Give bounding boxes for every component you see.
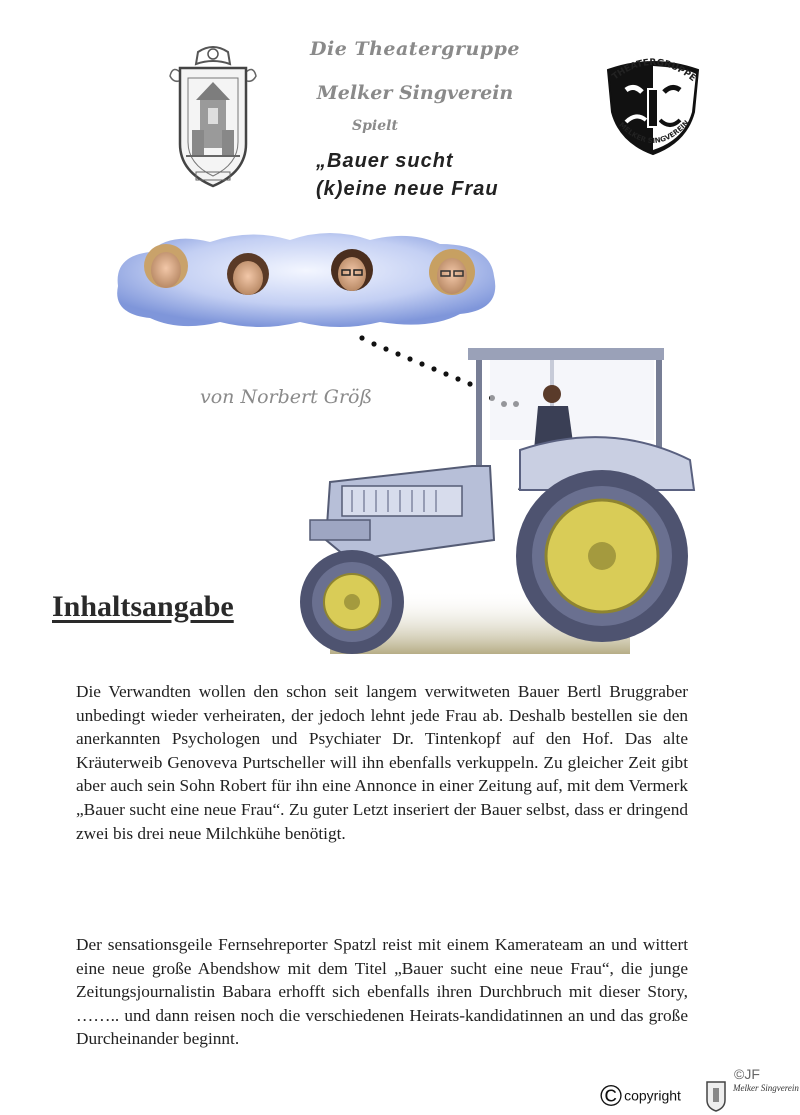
portrait-3 xyxy=(331,249,373,291)
copyright-icon: © xyxy=(600,1080,623,1113)
mask-logo-text-top: THEATERGRUPPE xyxy=(610,57,698,84)
portrait-cloud xyxy=(110,226,500,332)
play-title-line-1: „Bauer sucht xyxy=(316,150,454,172)
summary-paragraph-1: Die Verwandten wollen den schon seit langem verwitweten Bauer Bertl Bruggraber unbedingt wieder verheiraten, der jedoch lehnt jede Frau ab. Deshalb bestellen sie den anerkannten Psychologen und Psychiater Dr. Tintenkopf auf den Hof. Das alte Kräuterweib Genoveva Purtscheller will ihn ebenfalls verkuppeln. Zu gleicher Zeit gibt aber auch sein Sohn Robert für ihn eine Annonce in einer Zeitung auf, mit dem Vermerk „Bauer sucht eine neue Frau“. Zu guter Letzt inseriert der Bauer selbst, dass er dringend zwei bis drei neue Milchkühe benötigt. xyxy=(76,682,688,843)
small-crest-icon xyxy=(704,1078,728,1112)
corner-mark: ©JF xyxy=(734,1066,760,1082)
portrait-2 xyxy=(227,253,269,295)
header-line-2: Melker Singverein xyxy=(316,82,514,104)
portrait-1 xyxy=(144,244,188,288)
header-line-1: Die Theatergruppe xyxy=(310,38,520,60)
copyright-label: copyright xyxy=(624,1087,681,1104)
small-logo-text: Melker Singverein xyxy=(733,1083,799,1093)
play-title-line-2: (k)eine neue Frau xyxy=(316,178,499,200)
author-line: von Norbert Größ xyxy=(200,386,373,408)
header-line-3: Spielt xyxy=(352,118,398,134)
mask-logo-text-bottom: MELKER SINGVEREIN xyxy=(617,118,691,146)
theatre-mask-logo xyxy=(596,40,710,160)
tractor-image xyxy=(290,340,700,660)
coat-of-arms-logo xyxy=(168,44,258,192)
copyright-notice xyxy=(600,1080,681,1114)
section-heading: Inhaltsangabe xyxy=(52,590,234,623)
summary-paragraph-2: Der sensationsgeile Fernsehreporter Spatzl reist mit einem Kamerateam an und wittert eine neue große Abendshow mit dem Titel „Bauer sucht eine neue Frau“, die junge Zeitungsjournalistin Babara erhofft sich ebenfalls ihren Durchbruch mit dieser Story, …….. und dann reisen noch die verschiedenen Heirats-kandidatinnen an und das große Durcheinander beginnt. xyxy=(76,935,688,1049)
portrait-4 xyxy=(429,249,475,295)
